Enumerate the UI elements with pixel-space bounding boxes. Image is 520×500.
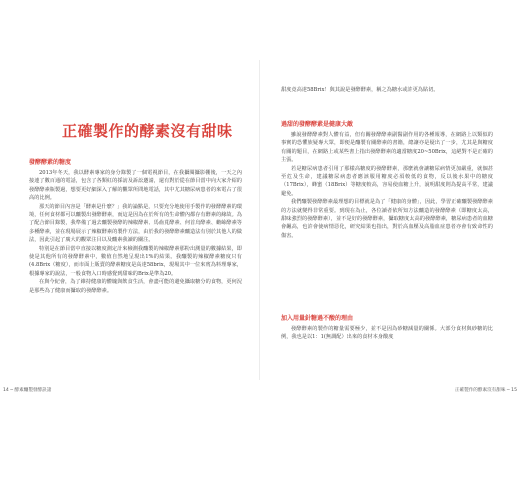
chapter-title: 正確製作的酵素沒有甜味 xyxy=(62,122,233,140)
paragraph: 雖說發酵酵素對人體有益，但有關發酵酵素副醫副作用的各種報導，在網路上以類似的事實的恐懼族疑專大眾，即便是釀製有關酵素的書籍，總讓亦是疑出了一步，尤其是與糖度有關的題目，在網路上或某些書上指出發酵酵素的適當糖度20~50Brix，這絕對不是正確的主張。 xyxy=(281,132,493,164)
paragraph: 2013年冬天，我以酵素專家的身分錄製了一個電視節目，在我攝閱攝影棚後，一天之內接連了數百通的電話，包含了各類紅的採訪及訴訟邀請，還有對於從在節目當中向大家介紹的發酵酵素瓶製過，想要更好細深入了解的觀眾所問地電話，其中尤其糖尿病患者的來電占了很高的比例。 xyxy=(29,170,242,202)
paragraph: 特別是在節目當中直接以糖度測定計來檢測我釀製的辣椒酵素那粉出測量的數據結果，即使是其他所有的發酵酵素中，數值自然地呈現出1%的結果。我釀製的辣椒酵素糖度只有(4.8Brix（糖度），而市面上販賣的酵素糖度是高達58brix，現場其中一位來賓為料理專家，根據專家的說法，一般食物入口時感覺到甜味的Brix是準為20。 xyxy=(29,245,242,277)
right-intro xyxy=(281,86,493,94)
left-column xyxy=(29,157,242,295)
right-column-section1 xyxy=(281,119,493,240)
paragraph: 在與今紀會，為了維持健康的體魄與飲食生活，會盡可能的避免攝取糖分的食物，更何況是那些為了健康而攝取的發酵酵素。 xyxy=(29,279,242,294)
section-heading-sweet: 過甜的發酵酵素是健康大敵 xyxy=(281,121,354,128)
paragraph: 發酵酵素的製作的糖量需要極少，並不是因為砂糖減量的關係。大部分食材與砂糖的比例，我也是以1：1(無調配）出來的食材本身酸度 xyxy=(281,326,493,341)
paragraph: 若是糖尿病患者引用了那樣高糖度的發酵酵素，那麼就會讓糖尿病情更加嚴重，就個甚至危及生命，建議糖尿病患者應該服用糖度必須較低的食物，反以後水果中的糖度（17Brix），蜂蜜（18Brix）等糖度較高，容易使血糖上升，說明甜度則為提高平常，建議避免。 xyxy=(281,165,493,197)
section-heading-sugar: 發酵酵素的糖度 xyxy=(29,159,72,166)
right-page xyxy=(260,0,520,500)
right-column-section2 xyxy=(281,313,493,342)
paragraph: 那天的節目內容是「酵素是什麼？」我的論點是，只要充分地使用手製作的發酵酵素的環境，任何食材都可以釀製出發酵酵素，而這是因為在於所有的生命體內都存有酵素的緣故。為了配合節目錄製，我準備了過去釀製發酵的辣椒酵素、馬齒莧酵素、何首烏酵素、蟾蜍酵素等多種酵素，並在現場展示了辣椒酵素的製作方法，由於我的發酵酵素釀造法有別於其他人的做法，因此引起了廣大的觀眾注目以及釀素我讀的關注。 xyxy=(29,203,242,244)
section-heading-reason: 加入用量針糖過不酸的理由 xyxy=(281,315,354,322)
paragraph: 甜度竟高達58Brix！與其說是發酵酵素，稱之為糖水或許更為貼切。 xyxy=(281,87,439,93)
page-footer-left: 14 ─ 酵素釀製發酵訣諸 xyxy=(3,388,52,393)
paragraph: 我們釀製發酵酵素最理想的目標就是為了「健康的身體」，因此，學習正確釀製發酵酵素的方法就變得非常重要。到現在為止，各位讀者依所知方法釀造的發酵酵素（即糖度太高，甜味強烈的發酵酵素），並不是好的發酵酵素，攝取糖度太高的發酵酵素，糖尿病患者的血糖會飆高，也許會使病情惡化，研究結果也指出，對於高血壓及高脂血症患者亦會有致命性的傷害。 xyxy=(281,199,493,239)
page-footer-right: 正確製作的酵素沒有甜味 ─ 15 xyxy=(454,388,517,393)
